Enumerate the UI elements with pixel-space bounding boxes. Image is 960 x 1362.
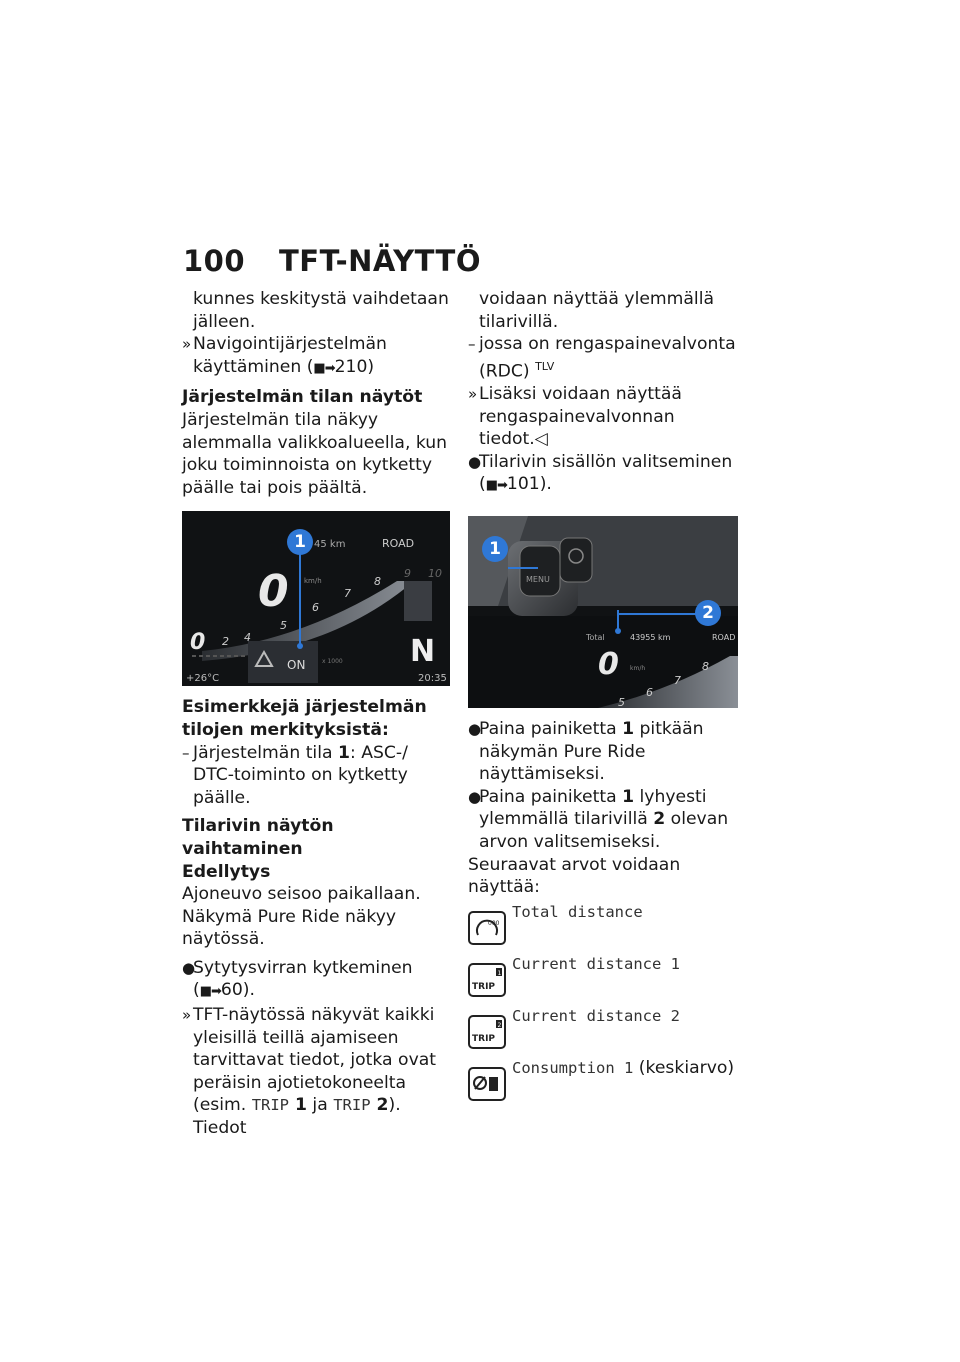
rev-tick-label: 8 xyxy=(702,660,709,674)
total-value: 43955 km xyxy=(630,633,671,643)
rev-tick-label: 6 xyxy=(312,601,319,615)
dash-item: – Järjestelmän tila 1: ASC-/ DTC-toiminto on kytketty päälle. xyxy=(182,742,408,808)
rev-redzone xyxy=(404,581,432,621)
option-tag: TLV xyxy=(535,359,555,373)
mode-value: ROAD xyxy=(712,633,736,643)
callout-anchor xyxy=(615,628,621,634)
svg-text:1: 1 xyxy=(497,969,502,977)
status-text: ON xyxy=(287,658,306,673)
value-row xyxy=(468,901,740,951)
action-item: ● Sytytysvirran kytkeminen (■➡60). xyxy=(182,957,413,1001)
callout-marker-2: 2 xyxy=(695,600,721,626)
rev-sub-unit: x 1000 xyxy=(322,658,343,666)
callout-marker: 1 xyxy=(287,529,313,555)
arrow-ref-icon: ■➡ xyxy=(485,478,507,494)
result-marker: » xyxy=(182,335,192,354)
rev-tick-label: 9 xyxy=(404,567,411,581)
rev-tick-label: 7 xyxy=(674,674,681,688)
rev-tick-label: 6 xyxy=(646,686,653,700)
handlebar-display-figure xyxy=(468,516,738,708)
result-item: » TFT-näytössä näkyvät kaikki yleisillä teillä ajamiseen tarvittavat tiedot, jotka ovat peräisin ajotietokoneelta (esim. TRIP 1 ja TRIP 2). Tiedot xyxy=(182,1005,437,1139)
rev-tick-label: 10 xyxy=(428,567,442,581)
value-label: Current distance 2 xyxy=(512,1006,680,1025)
value-row xyxy=(468,953,740,1003)
clock-value: 20:35 xyxy=(418,673,447,685)
rev-tick-label: 7 xyxy=(344,587,351,601)
page-header xyxy=(183,244,481,278)
tft-display-figure xyxy=(182,511,450,686)
arrow-ref-icon: ■➡ xyxy=(199,984,221,1000)
page-title: TFT-NÄYTTÖ xyxy=(279,244,481,278)
menu-button xyxy=(520,546,560,596)
result-item: » Navigointijärjestelmän käyttäminen (■➡210) xyxy=(182,334,387,377)
rev-tick-label: 4 xyxy=(244,631,251,645)
action-item: ● Paina painiketta 1 pitkään näkymän Pure Ride näyttämiseksi. xyxy=(468,719,704,785)
svg-text:000: 000 xyxy=(488,919,500,927)
action-item: ● Paina painiketta 1 lyhyesti ylemmällä tilarivillä 2 olevan arvon valitsemiseksi. xyxy=(468,786,729,853)
svg-text:TRIP: TRIP xyxy=(472,981,496,992)
callout-marker-1: 1 xyxy=(482,536,508,562)
value-row xyxy=(468,1005,740,1055)
value-row: Consumption 1 (keskiarvo) xyxy=(468,1057,740,1107)
speed-unit: km/h xyxy=(630,665,646,673)
tft-display-graphic xyxy=(182,511,450,686)
page-number: 100 xyxy=(183,244,246,278)
gear-value: N xyxy=(410,634,436,670)
callout-anchor xyxy=(297,643,303,649)
dash-item: – jossa on rengaspainevalvonta (RDC) $^{TLV}$ xyxy=(468,334,736,382)
svg-text:2: 2 xyxy=(497,1021,502,1029)
action-item: ● Tilarivin sisällön valitseminen (■➡101). xyxy=(468,451,733,495)
total-label: Total xyxy=(586,633,605,643)
rev-tick-label: 2 xyxy=(222,635,229,649)
section-heading: Järjestelmän tilan näytöt xyxy=(182,387,423,408)
mode-value: ROAD xyxy=(382,537,415,551)
section-heading: Esimerkkejä järjestelmän tilojen merkityksistä: xyxy=(182,697,427,740)
temperature-value: +26°C xyxy=(186,673,220,685)
paragraph: Seuraavat arvot voidaan näyttää: xyxy=(468,854,681,898)
value-label: Consumption 1 xyxy=(512,1058,634,1077)
speed-value: 0 xyxy=(598,647,619,683)
rev-tick-label: 5 xyxy=(618,696,625,709)
consumption-icon xyxy=(468,1067,506,1101)
gear-indicator-left: 0 xyxy=(190,630,206,656)
power-button xyxy=(560,538,592,582)
odometer-icon xyxy=(468,911,506,945)
column-left xyxy=(182,288,452,1140)
column-right xyxy=(468,288,740,1107)
speed-unit: km/h xyxy=(304,577,322,586)
rev-tick-label: 5 xyxy=(280,619,287,633)
odo-value: 45 km xyxy=(314,539,346,551)
arrow-ref-icon: ■➡ xyxy=(313,360,335,376)
svg-text:TRIP: TRIP xyxy=(472,1033,496,1044)
trip1-icon xyxy=(468,963,506,997)
paragraph: kunnes keskitystä vaihdetaan jälleen. xyxy=(193,289,449,332)
paragraph: Järjestelmän tila näkyy alemmalla valikkoalueella, kun joku toiminnoista on kytketty päälle tai pois päältä. xyxy=(182,409,448,498)
paragraph: voidaan näyttää ylemmällä tilarivillä. xyxy=(479,289,715,332)
result-item: » Lisäksi voidaan näyttää rengaspainevalvonnan tiedot.◁ xyxy=(468,384,682,450)
callout-line-2 xyxy=(618,610,702,614)
value-label: Current distance 1 xyxy=(512,954,680,973)
speed-value: 0 xyxy=(258,566,289,618)
menu-button-label: MENU xyxy=(526,575,550,585)
paragraph: Ajoneuvo seisoo paikallaan. Näkymä Pure Ride näkyy näytössä. xyxy=(182,884,421,950)
rev-tick-label: 8 xyxy=(374,575,381,589)
trip2-icon xyxy=(468,1015,506,1049)
value-label: Total distance xyxy=(512,902,643,921)
subsection-heading: Edellytys xyxy=(182,861,271,882)
section-heading: Tilarivin näytön vaihtaminen xyxy=(182,816,334,859)
